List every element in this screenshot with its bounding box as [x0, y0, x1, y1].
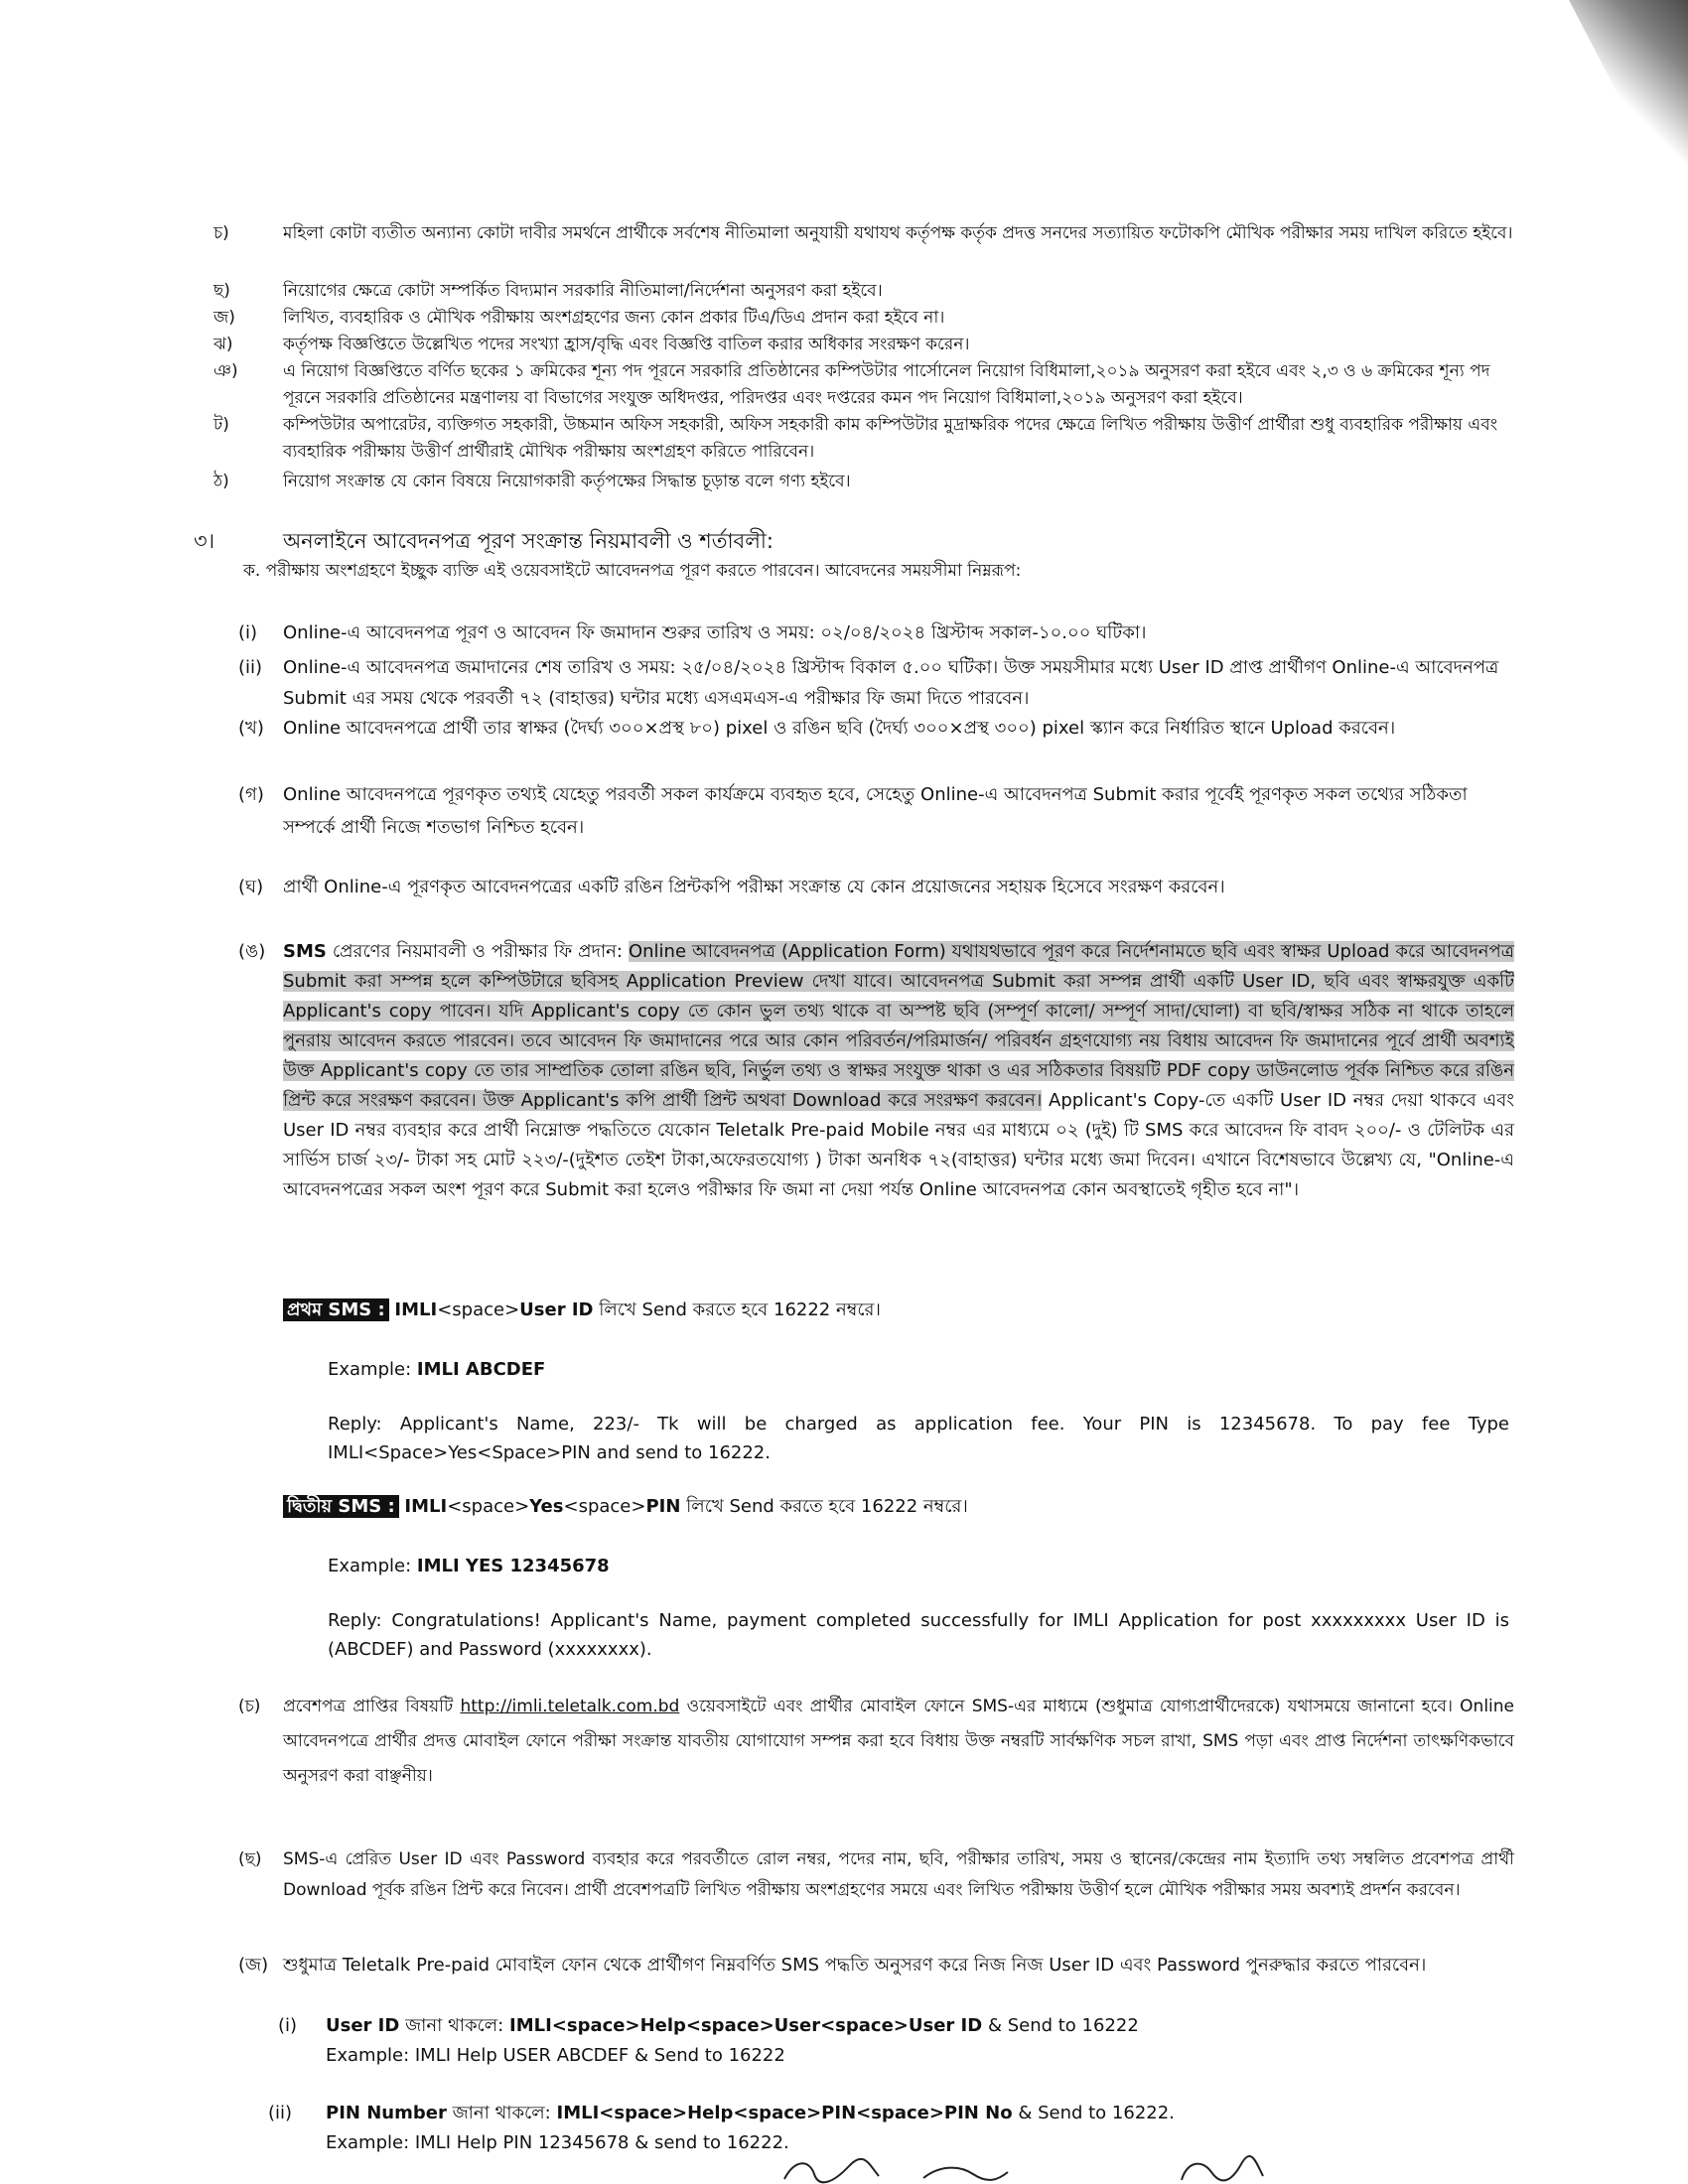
- item-mark: (i): [238, 622, 258, 643]
- item-text: [283, 1690, 1514, 1794]
- sms-label: SMS: [283, 941, 327, 962]
- item-mark: (ঘ): [238, 877, 264, 897]
- page-corner-fold: [1569, 0, 1688, 228]
- recovery-command: IMLI<space>Help<space>User<space>User ID: [509, 2015, 983, 2036]
- item-mark: (ঙ): [238, 941, 266, 962]
- item-text: শুধুমাত্র Teletalk Pre-paid মোবাইল ফোন থেকে প্রার্থীগণ নিম্নবর্ণিত SMS পদ্ধতি অনুসরণ করে নিজ নিজ User ID এবং Password পুনরুদ্ধার করতে পারবেন।: [283, 1955, 1427, 1976]
- sms-label-rest: প্রেরণের নিয়মাবলী ও পরীক্ষার ফি প্রদান:: [332, 941, 623, 962]
- item-mark: (ii): [238, 657, 263, 678]
- item-mark: (চ): [238, 1697, 261, 1716]
- first-sms-label: প্রথম SMS :: [283, 1298, 389, 1321]
- item-mark: ঞ): [213, 361, 238, 381]
- example-label: Example:: [328, 1359, 412, 1380]
- sms-pin: PIN: [645, 1496, 681, 1517]
- sms-suffix: লিখে Send করতে হবে 16222 নম্বরে।: [686, 1496, 968, 1517]
- item-mark: চ): [213, 223, 229, 243]
- highlighted-text: Online আবেদনপত্র (Application Form) যথাযথভাবে পূরণ করে নির্দেশনামতে ছবি এবং স্বাক্ষর Upload করে আবেদনপত্র Submit করা সম্পন্ন হলে কম্পিউটারে ছবিসহ Application Preview দেখা যাবে। আবেদনপত্র Submit করা সম্পন্ন প্রার্থী একটি User ID, ছবি এবং স্বাক্ষরযুক্ত একটি Applicant's copy পাবেন। যদি Applicant's copy তে কোন ভুল তথ্য থাকে বা অস্পষ্ট ছবি (সম্পূর্ণ কালো/ সম্পূর্ণ সাদা/ঘোলা) বা ছবি/স্বাক্ষর সঠিক না থাকে তাহলে পুনরায় আবেদন করতে পারবেন। তবে আবেদন ফি জমাদানের পরে আর কোন পরিবর্তন/পরিমার্জন/ পরিবর্ধন গ্রহণযোগ্য নয় বিধায় আবেদন ফি জমাদানের পূর্বে প্রার্থী অবশ্যই উক্ত Applicant's copy তে তার সাম্প্রতিক তোলা রঙিন ছবি, নির্ভুল তথ্য ও স্বাক্ষর সংযুক্ত থাকা ও এর সঠিকতার বিষয়টি PDF copy ডাউনলোড পূর্বক নিশ্চিত করে রঙিন প্রিন্ট করে সংরক্ষণ করবেন। উক্ত Applicant's কপি প্রার্থী প্রিন্ট অথবা Download করে সংরক্ষণ করবেন।: [283, 941, 1514, 1111]
- item-mark: জ): [213, 308, 235, 328]
- second-sms-instruction: [283, 1493, 1514, 1520]
- sms-suffix: লিখে Send করতে হবে 16222 নম্বরে।: [599, 1299, 881, 1320]
- recovery-command-rest: & Send to 16222: [987, 2015, 1139, 2036]
- admit-card-text-rest: ওয়েবসাইটে এবং প্রার্থীর মোবাইল ফোনে SMS-এর মাধ্যমে (শুধুমাত্র যোগ্যপ্রার্থীদেরকে) যথাসময়ে জানানো হবে। Online আবেদনপত্রে প্রার্থীর প্রদত্ত মোবাইল ফোনে পরীক্ষা সংক্রান্ত যাবতীয় যোগাযোগ সম্পন্ন করা হবে বিধায় উক্ত নম্বরটি সার্বক্ষণিক সচল রাখা, SMS পড়া এবং প্রাপ্ত নির্দেশনা তাৎক্ষণিকভাবে অনুসরণ করা বাঞ্ছনীয়।: [283, 1697, 1515, 1786]
- recovery-label-rest: জানা থাকলে:: [405, 2015, 504, 2036]
- item-mark: (খ): [238, 718, 264, 739]
- example-value: IMLI YES 12345678: [416, 1556, 610, 1576]
- item-text: কর্তৃপক্ষ বিজ্ঞপ্তিতে উল্লেখিত পদের সংখ্যা হ্রাস/বৃদ্ধি এবং বিজ্ঞপ্তি বাতিল করার অধিকার সংরক্ষণ করেন।: [283, 335, 970, 354]
- first-sms-reply: Reply: Applicant's Name, 223/- Tk will be charged as application fee. Your PIN is 12345678. To pay fee Type IMLI<Space>Yes<Space>PIN and send to 16222.: [328, 1414, 1509, 1463]
- recovery-example: Example: IMLI Help USER ABCDEF & Send to 16222: [326, 2045, 785, 2066]
- item-mark: ছ): [213, 281, 230, 301]
- first-sms-instruction: [283, 1297, 1514, 1323]
- item-text: Online-এ আবেদনপত্র জমাদানের শেষ তারিখ ও সময়: ২৫/০৪/২০২৪ খ্রিস্টাব্দ বিকাল ৫.০০ ঘটিকা। উক্ত সময়সীমার মধ্যে User ID প্রাপ্ত প্রার্থীগণ Online-এ আবেদনপত্র Submit এর সময় থেকে পরবর্তী ৭২ (বাহাত্তর) ঘন্টার মধ্যে এসএমএস-এ পরীক্ষার ফি জমা দিতে পারবেন।: [283, 657, 1499, 709]
- item-text: নিয়োগের ক্ষেত্রে কোটা সম্পর্কিত বিদ্যমান সরকারি নীতিমালা/নির্দেশনা অনুসরণ করা হইবে।: [283, 281, 883, 301]
- first-sms-example: [328, 1356, 545, 1383]
- item-text: লিখিত, ব্যবহারিক ও মৌখিক পরীক্ষায় অংশগ্রহণের জন্য কোন প্রকার টিএ/ডিএ প্রদান করা হইবে না।: [283, 308, 945, 328]
- item-mark: (i): [278, 2015, 298, 2036]
- teletalk-website-link[interactable]: http://imli.teletalk.com.bd: [460, 1697, 680, 1716]
- paragraph-text: Applicant's Copy-তে একটি User ID নম্বর দেয়া থাকবে এবং User ID নম্বর ব্যবহার করে প্রার্থী নিম্নোক্ত পদ্ধতিতে যেকোন Teletalk Pre-paid Mobile নম্বর এর মাধ্যমে ০২ (দুই) টি SMS করে আবেদন ফি বাবদ ২০০/- ও টেলিটক এর সার্ভিস চার্জ ২৩/- টাকা সহ মোট ২২৩/-(দুইশত তেইশ টাকা,অফেরতযোগ্য ) টাকা অনধিক ৭২(বাহাত্তর) ঘন্টার মধ্যে জমা দিবেন। এখানে বিশেষভাবে উল্লেখ্য যে, "Online-এ আবেদনপত্রের সকল অংশ পূরণ করে Submit করা হলেও পরীক্ষার ফি জমা না দেয়া পর্যন্ত Online আবেদনপত্র কোন অবস্থাতেই গৃহীত হবে না"।: [283, 1090, 1514, 1200]
- second-sms-example: [328, 1553, 610, 1579]
- item-mark: ঠ): [213, 472, 229, 491]
- item-text: কম্পিউটার অপারেটর, ব্যক্তিগত সহকারী, উচ্চমান অফিস সহকারী, অফিস সহকারী কাম কম্পিউটার মুদ্রাক্ষরিক পদের ক্ষেত্রে লিখিত পরীক্ষায় উত্তীর্ণ প্রার্থীরা শুধু ব্যবহারিক পরীক্ষায় এবং ব্যবহারিক পরীক্ষায় উত্তীর্ণ প্রার্থীরাই মৌখিক পরীক্ষায় অংশগ্রহণ করিতে পারিবেন।: [283, 415, 1498, 462]
- example-value: IMLI ABCDEF: [416, 1359, 546, 1380]
- sms-space: <space>: [563, 1496, 646, 1517]
- sms-yes: Yes: [529, 1496, 564, 1517]
- item-text: নিয়োগ সংক্রান্ত যে কোন বিষয়ে নিয়োগকারী কর্তৃপক্ষের সিদ্ধান্ত চূড়ান্ত বলে গণ্য হইবে।: [283, 472, 851, 491]
- example-label: Example:: [328, 1556, 412, 1576]
- item-text: Online-এ আবেদনপত্র পূরণ ও আবেদন ফি জমাদান শুরুর তারিখ ও সময়: ০২/০৪/২০২৪ খ্রিস্টাব্দ সকাল-১০.০০ ঘটিকা।: [283, 622, 1147, 643]
- second-sms-label: দ্বিতীয় SMS :: [283, 1495, 399, 1518]
- recovery-label: PIN Number: [326, 2103, 447, 2123]
- section-title: অনলাইনে আবেদনপত্র পূরণ সংক্রান্ত নিয়মাবলী ও শর্তাবলী:: [283, 529, 774, 553]
- recovery-label: User ID: [326, 2015, 400, 2036]
- item-text: Online আবেদনপত্রে পূরণকৃত তথ্যই যেহেতু পরবর্তী সকল কার্যক্রমে ব্যবহৃত হবে, সেহেতু Online-এ আবেদনপত্র Submit করার পূর্বেই পূরণকৃত সকল তথ্যের সঠিকতা সম্পর্কে প্রার্থী নিজে শতভাগ নিশ্চিত হবেন।: [283, 784, 1468, 838]
- sms-userid: User ID: [519, 1299, 594, 1320]
- sms-space: <space>: [447, 1496, 530, 1517]
- item-mark: (ii): [268, 2103, 293, 2123]
- item-text: প্রার্থী Online-এ পূরণকৃত আবেদনপত্রের একটি রঙিন প্রিন্টকপি পরীক্ষা সংক্রান্ত যে কোন প্রয়োজনের সহায়ক হিসেবে সংরক্ষণ করবেন।: [283, 877, 1225, 897]
- handwritten-initials: [774, 2154, 1271, 2184]
- item-text: SMS-এ প্রেরিত User ID এবং Password ব্যবহার করে পরবর্তীতে রোল নম্বর, পদের নাম, ছবি, পরীক্ষার তারিখ, সময় ও স্থানের/কেন্দ্রের নাম ইত্যাদি তথ্য সম্বলিত প্রবেশপত্র প্রার্থী Download পূর্বক রঙিন প্রিন্ট করে নিবেন। প্রার্থী প্রবেশপত্রটি লিখিত পরীক্ষায় অংশগ্রহণের সময়ে এবং লিখিত পরীক্ষায় উত্তীর্ণ হলে মৌখিক পরীক্ষার সময় অবশ্যই প্রদর্শন করবেন।: [283, 1849, 1514, 1900]
- item-mark: (ছ): [238, 1849, 262, 1869]
- sms-space: <space>: [437, 1299, 520, 1320]
- recovery-text: [326, 2099, 1468, 2158]
- item-mark: (গ): [238, 784, 264, 805]
- recovery-text: [326, 2011, 1468, 2071]
- second-sms-reply: Reply: Congratulations! Applicant's Name, payment completed successfully for IMLI Application for post xxxxxxxxx User ID is (ABCDEF) and Password (xxxxxxxx).: [328, 1610, 1509, 1660]
- item-text: Online আবেদনপত্রে প্রার্থী তার স্বাক্ষর (দৈর্ঘ্য ৩০০×প্রস্থ ৮০) pixel ও রঙিন ছবি (দৈর্ঘ্য ৩০০×প্রস্থ ৩০০) pixel স্ক্যান করে নির্ধারিত স্থানে Upload করবেন।: [283, 718, 1396, 739]
- item-text: মহিলা কোটা ব্যতীত অন্যান্য কোটা দাবীর সমর্থনে প্রার্থীকে সর্বশেষ নীতিমালা অনুযায়ী যথাযথ কর্তৃপক্ষ কর্তৃক প্রদত্ত সনদের সত্যায়িত ফটোকপি মৌখিক পরীক্ষার সময় দাখিল করিতে হইবে।: [283, 223, 1513, 243]
- sms-prefix: IMLI: [394, 1299, 438, 1320]
- recovery-command-rest: & Send to 16222.: [1018, 2103, 1175, 2123]
- section-number: ৩।: [194, 529, 215, 553]
- section-intro: ক. পরীক্ষায় অংশগ্রহণে ইচ্ছুক ব্যক্তি এই ওয়েবসাইটে আবেদনপত্র পূরণ করতে পারবেন। আবেদনের সময়সীমা নিম্নরূপ:: [243, 561, 1022, 581]
- recovery-example: Example: IMLI Help PIN 12345678 & send to 16222.: [326, 2132, 789, 2153]
- item-mark: (জ): [238, 1955, 269, 1976]
- item-text: এ নিয়োগ বিজ্ঞপ্তিতে বর্ণিত ছকের ১ ক্রমিকের শূন্য পদ পূরনে সরকারি প্রতিষ্ঠানের কম্পিউটার পার্সোনেল নিয়োগ বিধিমালা,২০১৯ অনুসরণ করা হইবে এবং ২,৩ ও ৬ ক্রমিকের শূন্য পদ পূরনে সরকারি প্রতিষ্ঠানের মন্ত্রণালয় বা বিভাগের সংযুক্ত অধিদপ্তর, পরিদপ্তর এবং দপ্তরের কমন পদ নিয়োগ বিধিমালা,২০১৯ অনুসরণ করা হইবে।: [283, 361, 1490, 408]
- sms-instructions-paragraph: [283, 937, 1514, 1205]
- recovery-command: IMLI<space>Help<space>PIN<space>PIN No: [556, 2103, 1013, 2123]
- admit-card-text: প্রবেশপত্র প্রাপ্তির বিষয়টি: [283, 1697, 454, 1716]
- item-mark: ঝ): [213, 335, 233, 354]
- item-mark: ট): [213, 415, 229, 435]
- sms-prefix: IMLI: [404, 1496, 448, 1517]
- recovery-label-rest: জানা থাকলে:: [452, 2103, 551, 2123]
